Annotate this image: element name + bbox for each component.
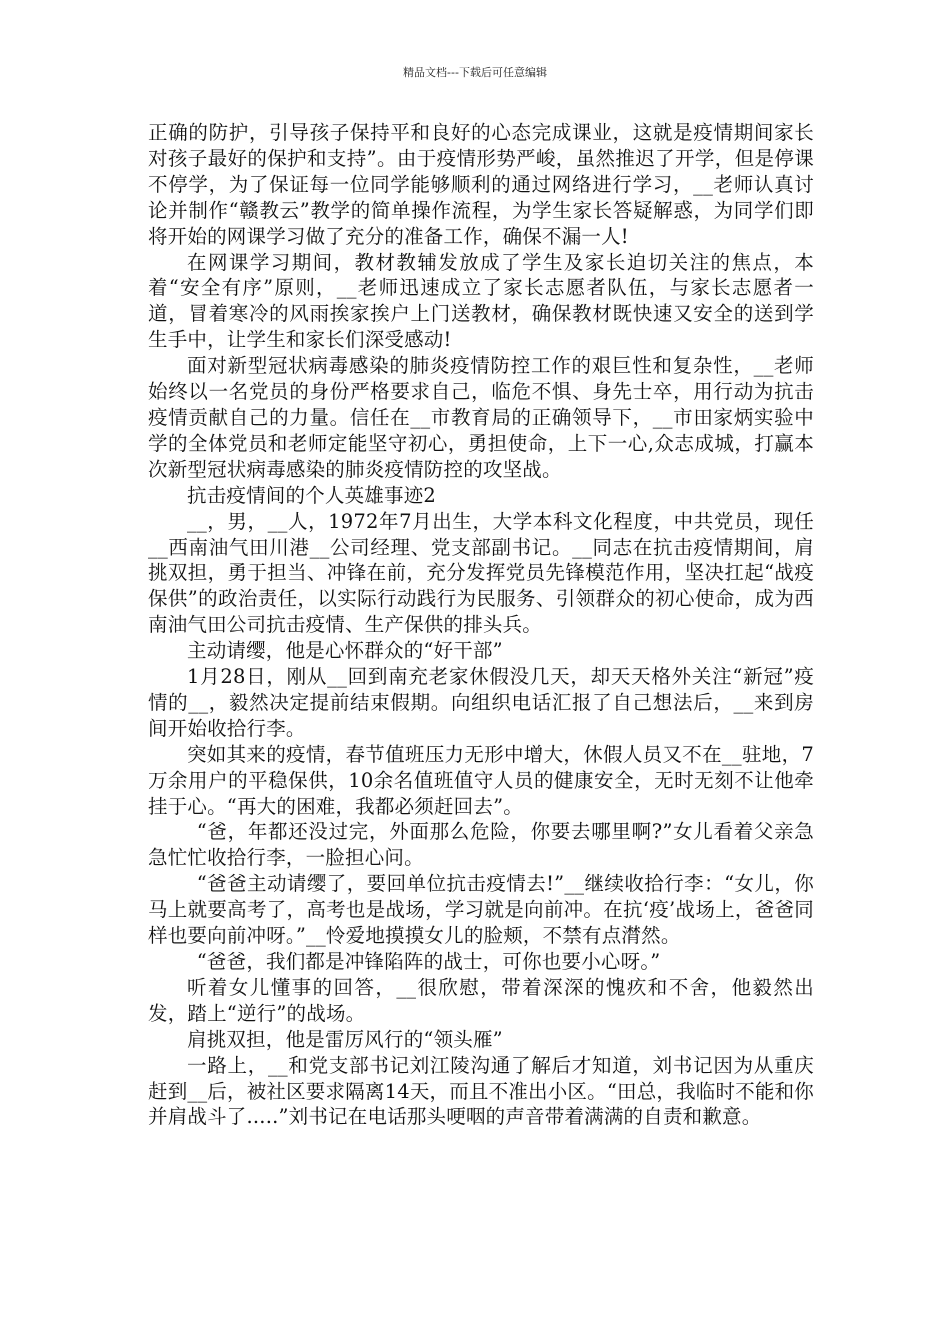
paragraph: __，男，__人，1972年7月出生，大学本科文化程度，中共党员，现任__西南油气田川港__公司经理、党支部副书记。__同志在抗击疫情期间，肩挑双担，勇于担当、冲锋在前，充分发挥党员先锋模范作用，坚决扛起“战疫保供”的政治责任，以实际行动践行为民服务、引领群众的初心使命，成为西南油气田公司抗击疫情、生产保供的排头兵。 xyxy=(148,509,814,637)
paragraph: 听着女儿懂事的回答，__很欣慰，带着深深的愧疚和不舍，他毅然出发，踏上“逆行”的战场。 xyxy=(148,975,814,1025)
quote-paragraph: “爸，年都还没过完，外面那么危险，你要去哪里啊?”女儿看着父亲急急忙忙收拾行李，一脸担心问。 xyxy=(148,820,814,870)
document-body xyxy=(148,120,814,1130)
paragraph: 一路上，__和党支部书记刘江陵沟通了解后才知道，刘书记因为从重庆赶到__后，被社区要求隔离14天，而且不准出小区。“田总，我临时不能和你并肩战斗了.....”刘书记在电话那头哽咽的声音带着满满的自责和歉意。 xyxy=(148,1053,814,1129)
paragraph: 1月28日，刚从__回到南充老家休假没几天，却天天格外关注“新冠”疫情的__，毅然决定提前结束假期。向组织电话汇报了自己想法后，__来到房间开始收拾行李。 xyxy=(148,665,814,740)
page-header: 精品文档---下载后可任意编辑 xyxy=(403,66,547,79)
paragraph: 面对新型冠状病毒感染的肺炎疫情防控工作的艰巨性和复杂性，__老师始终以一名党员的身份严格要求自己，临危不惧、身先士卒，用行动为抗击疫情贡献自己的力量。信任在__市教育局的正确领导下，__市田家炳实验中学的全体党员和老师定能坚守初心，勇担使命，上下一心,众志成城，打赢本次新型冠状病毒感染的肺炎疫情防控的攻坚战。 xyxy=(148,354,814,481)
paragraph: 突如其来的疫情，春节值班压力无形中增大，休假人员又不在__驻地，7万余用户的平稳保供，10余名值班值守人员的健康安全，无时无刻不让他牵挂于心。“再大的困难，我都必须赶回去”。 xyxy=(148,742,814,818)
subheading: 肩挑双担，他是雷厉风行的“领头雁” xyxy=(187,1027,503,1051)
paragraph: 正确的防护，引导孩子保持平和良好的心态完成课业，这就是疫情期间家长对孩子最好的保护和支持”。由于疫情形势严峻，虽然推迟了开学，但是停课不停学，为了保证每一位同学能够顺利的通过网络进行学习，__老师认真讨论并制作“赣教云”教学的简单操作流程，为学生家长答疑解惑，为同学们即将开始的网课学习做了充分的准备工作，确保不漏一人! xyxy=(148,121,814,248)
quote-paragraph: “爸爸，我们都是冲锋陷阵的战士，可你也要小心呀。” xyxy=(196,950,661,973)
subheading: 主动请缨，他是心怀群众的“好干部” xyxy=(187,639,503,663)
quote-paragraph: “爸爸主动请缨了，要回单位抗击疫情去!”__继续收拾行李：“女儿，你马上就要高考了，高考也是战场，学习就是向前冲。在抗‘疫’战场上，爸爸同样也要向前冲呀。”__怜爱地摸摸女儿的脸颊，不禁有点潸然。 xyxy=(148,872,814,948)
paragraph: 在网课学习期间，教材教辅发放成了学生及家长迫切关注的焦点，本着“安全有序”原则，__老师迅速成立了家长志愿者队伍，与家长志愿者一道，冒着寒冷的风雨挨家挨户上门送教材，确保教材既快速又安全的送到学生手中，让学生和家长们深受感动! xyxy=(148,250,814,352)
section-heading: 抗击疫情间的个人英雄事迹2 xyxy=(187,483,437,507)
